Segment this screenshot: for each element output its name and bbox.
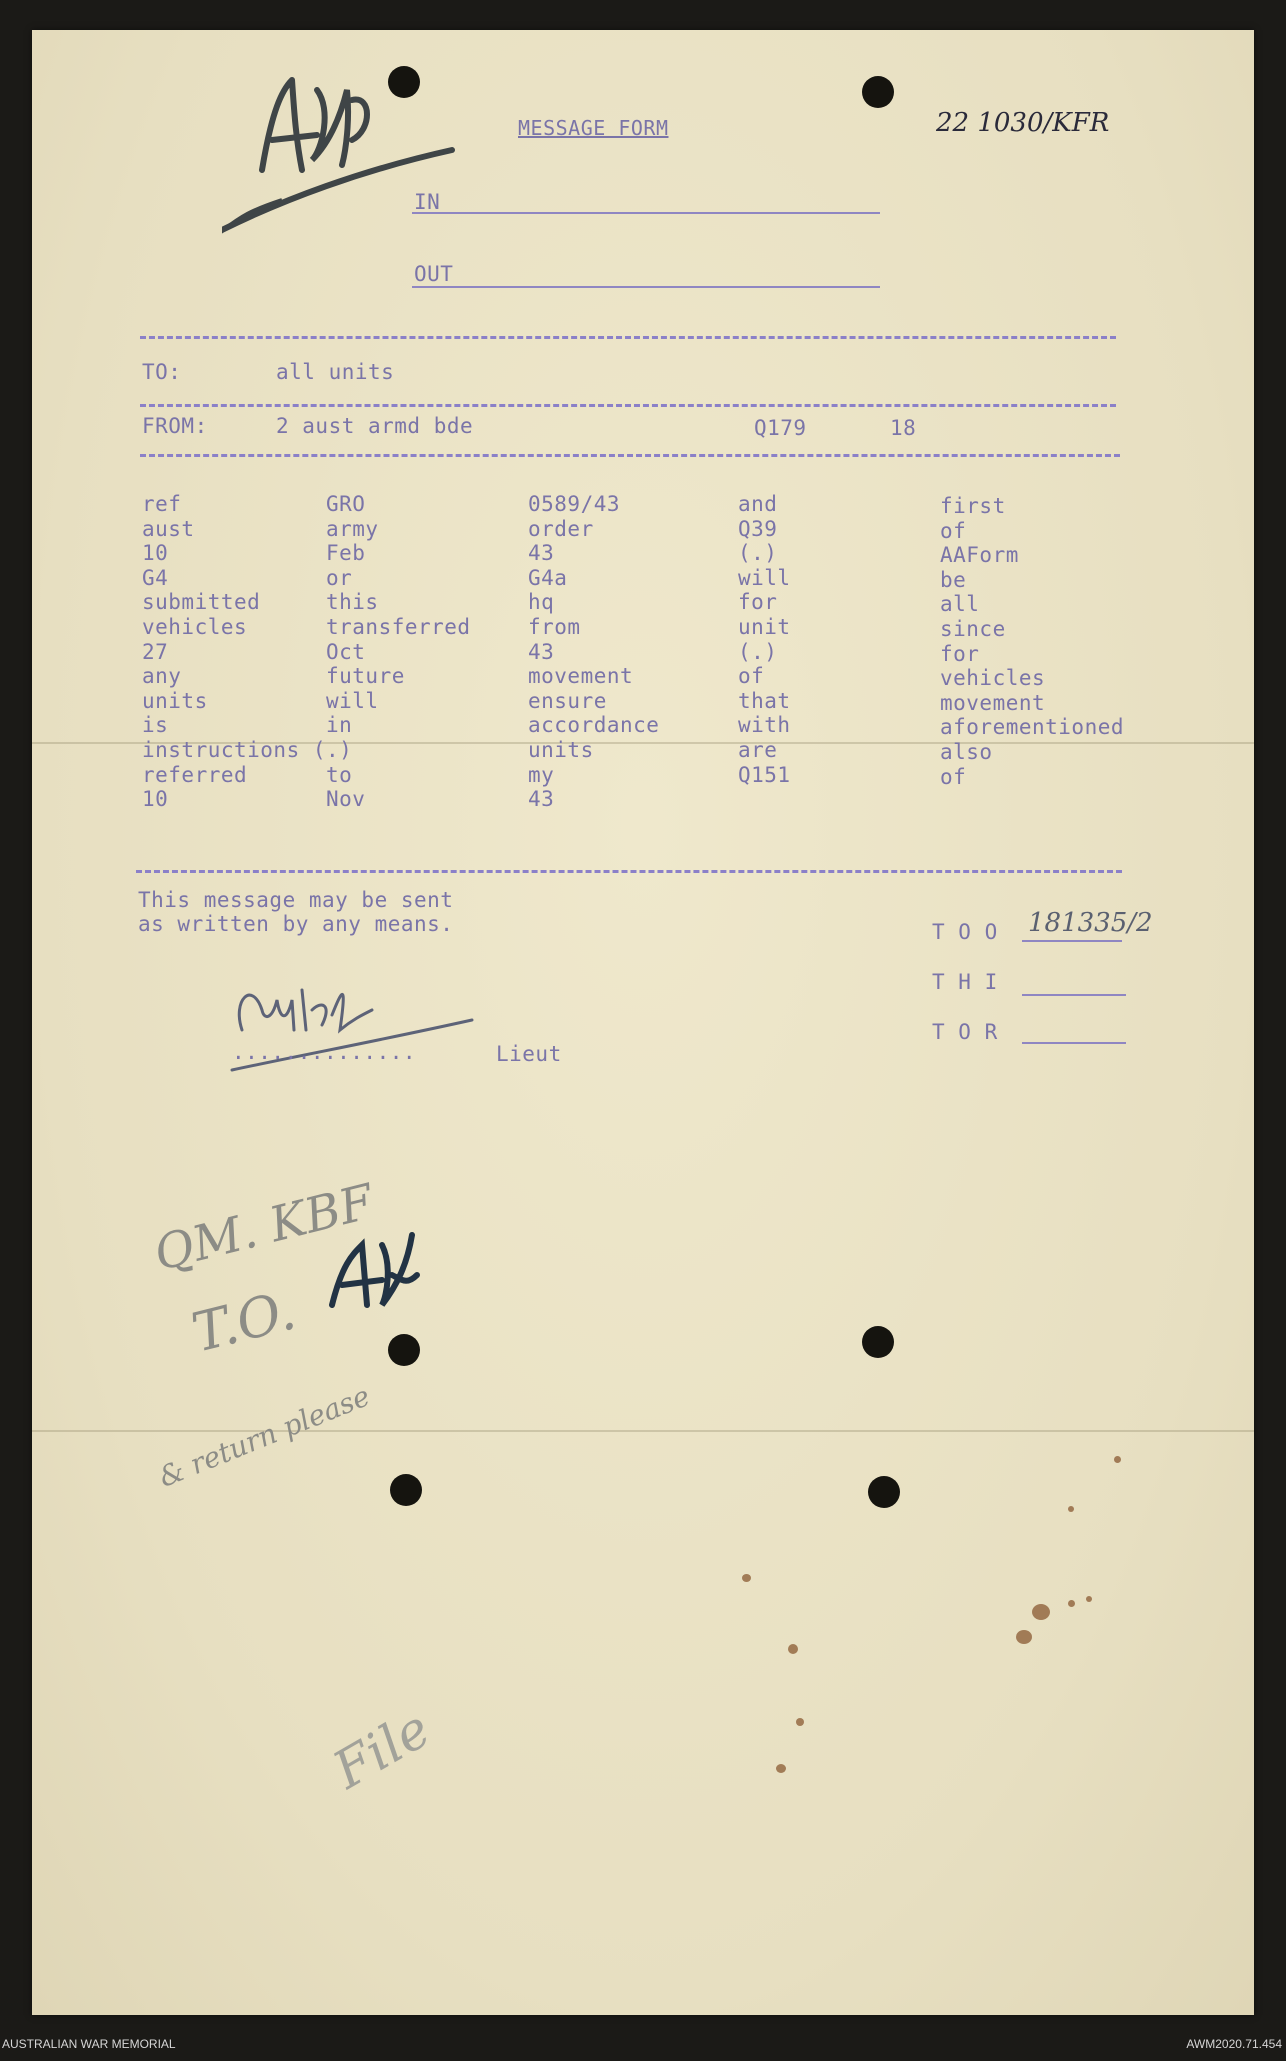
message-word: G4 [142,566,169,590]
message-word: army [326,517,379,541]
punch-hole [868,1476,900,1508]
annotation-to: T.O. [185,1278,302,1365]
message-word: order [528,517,594,541]
thi-line [1022,994,1126,996]
message-word: from [528,615,581,639]
fold-line [32,1430,1254,1432]
message-word: ensure [528,689,607,713]
punch-hole [862,1326,894,1358]
tor-label: T O R [932,1020,998,1044]
punch-hole [388,1334,420,1366]
from-reference: Q179 [754,416,807,440]
message-word: Oct [326,640,366,664]
to-initials-mark [322,1225,432,1335]
stain [796,1718,804,1726]
signature-rank: Lieut [496,1042,562,1066]
stain [742,1574,751,1582]
message-word: AAForm [940,543,1019,567]
from-value: 2 aust armd bde [276,414,474,438]
message-word: transferred [326,615,471,639]
to-divider [140,404,1116,407]
message-word: for [940,642,980,666]
message-word: will [326,689,379,713]
message-word: (.) [738,640,778,664]
message-word: movement [528,664,634,688]
message-word: vehicles [142,615,248,639]
message-word: Nov [326,787,366,811]
message-word: unit [738,615,791,639]
stain [788,1644,798,1654]
message-word: in [326,713,353,737]
message-word: of [738,664,765,688]
message-word: 0589/43 [528,492,621,516]
message-word: units [528,738,594,762]
out-line [412,286,880,288]
message-word: vehicles [940,666,1046,690]
message-word: for [738,590,778,614]
message-word: Q151 [738,763,791,787]
message-word: movement [940,691,1046,715]
archive-institution: AUSTRALIAN WAR MEMORIAL [2,2037,176,2051]
message-word: 10 [142,541,169,565]
message-word: referred [142,763,248,787]
message-word: units [142,689,208,713]
document-paper [32,30,1254,2015]
message-word: 10 [142,787,169,811]
out-label: OUT [414,262,454,286]
message-word: is [142,713,169,737]
annotation-qm: QM. KBF [148,1173,379,1283]
archive-footer [0,2031,1286,2061]
stain [1114,1456,1121,1463]
to-label: TO: [142,360,182,384]
message-word: 43 [528,640,555,664]
message-word: of [940,519,967,543]
message-word: first [940,494,1006,518]
message-word: instructions (.) [142,738,353,762]
in-line [412,212,880,214]
stain [776,1764,786,1773]
archive-accession: AWM2020.71.454 [1186,2037,1282,2051]
form-title: MESSAGE FORM [518,116,669,140]
message-word: since [940,617,1006,641]
message-word: ref [142,492,182,516]
too-value: 181335/2 [1028,908,1153,938]
from-date: 18 [890,416,917,440]
message-word: with [738,713,791,737]
message-word: submitted [142,590,261,614]
handwritten-reference: 22 1030/KFR [936,108,1110,138]
annotation-return: & return please [153,1379,375,1494]
message-word: also [940,740,993,764]
message-word: 27 [142,640,169,664]
message-word: GRO [326,492,366,516]
message-word: are [738,738,778,762]
footer-note-line1: This message may be sent [138,888,454,912]
message-word: accordance [528,713,660,737]
message-word: my [528,763,555,787]
stain [1032,1604,1050,1620]
message-word: all [940,592,980,616]
body-divider [136,870,1122,873]
stain [1086,1596,1092,1602]
to-value: all units [276,360,395,384]
stain [1068,1600,1075,1607]
message-word: hq [528,590,555,614]
message-word: and [738,492,778,516]
header-divider [140,336,1116,339]
punch-hole [390,1474,422,1506]
message-word: be [940,568,967,592]
message-word: that [738,689,791,713]
initials-signature [222,50,462,250]
in-label: IN [414,190,441,214]
punch-hole [862,76,894,108]
message-word: to [326,763,353,787]
tor-line [1022,1042,1126,1044]
message-word: aforementioned [940,715,1125,739]
message-word: any [142,664,182,688]
message-word: will [738,566,791,590]
from-divider [140,454,1120,457]
footer-note-line2: as written by any means. [138,912,454,936]
from-label: FROM: [142,414,208,438]
thi-label: T H I [932,970,998,994]
message-word: future [326,664,405,688]
message-word: Feb [326,541,366,565]
too-line [1022,940,1122,942]
message-word: 43 [528,787,555,811]
message-word: or [326,566,353,590]
stain [1068,1506,1074,1512]
message-word: of [940,765,967,789]
stain [1016,1630,1032,1644]
message-word: Q39 [738,517,778,541]
too-label: T O O [932,920,998,944]
signature-dots: .............. [232,1040,417,1064]
message-word: aust [142,517,195,541]
message-word: G4a [528,566,568,590]
message-word: this [326,590,379,614]
message-word: 43 [528,541,555,565]
message-word: (.) [738,541,778,565]
annotation-file: File [323,1698,441,1802]
